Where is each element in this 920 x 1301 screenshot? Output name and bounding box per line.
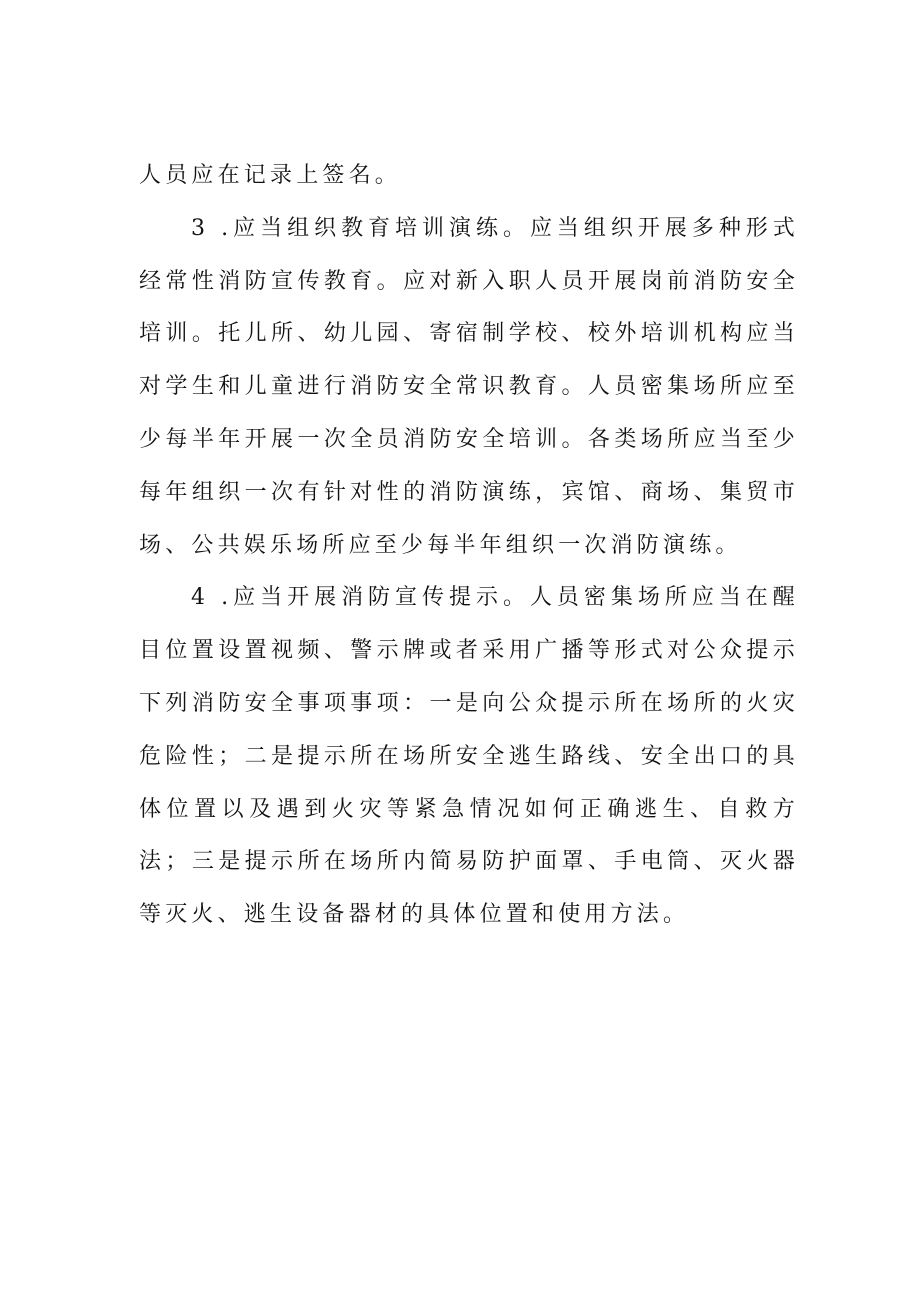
body-text <box>139 150 799 942</box>
paragraph-item-4: 4 .应当开展消防宣传提示。人员密集场所应当在醒目位置设置视频、警示牌或者采用广播等形式对公众提示下列消防安全事项事项：一是向公众提示所在场所的火灾危险性；二是提示所在场所安全逃生路线、安全出口的具体位置以及遇到火灾等紧急情况如何正确逃生、自救方法；三是提示所在场所内简易防护面罩、手电筒、灭火器等灭火、逃生设备器材的具体位置和使用方法。 <box>139 585 799 928</box>
paragraph-continuation: 人员应在记录上签名。 <box>139 163 402 188</box>
paragraph-item-3: 3 .应当组织教育培训演练。应当组织开展多种形式经常性消防宣传教育。应对新入职人员开展岗前消防安全培训。托儿所、幼儿园、寄宿制学校、校外培训机构应当对学生和儿童进行消防安全常识教育。人员密集场所应至少每半年开展一次全员消防安全培训。各类场所应当至少每年组织一次有针对性的消防演练，宾馆、商场、集贸市场、公共娱乐场所应至少每半年组织一次消防演练。 <box>139 215 799 558</box>
